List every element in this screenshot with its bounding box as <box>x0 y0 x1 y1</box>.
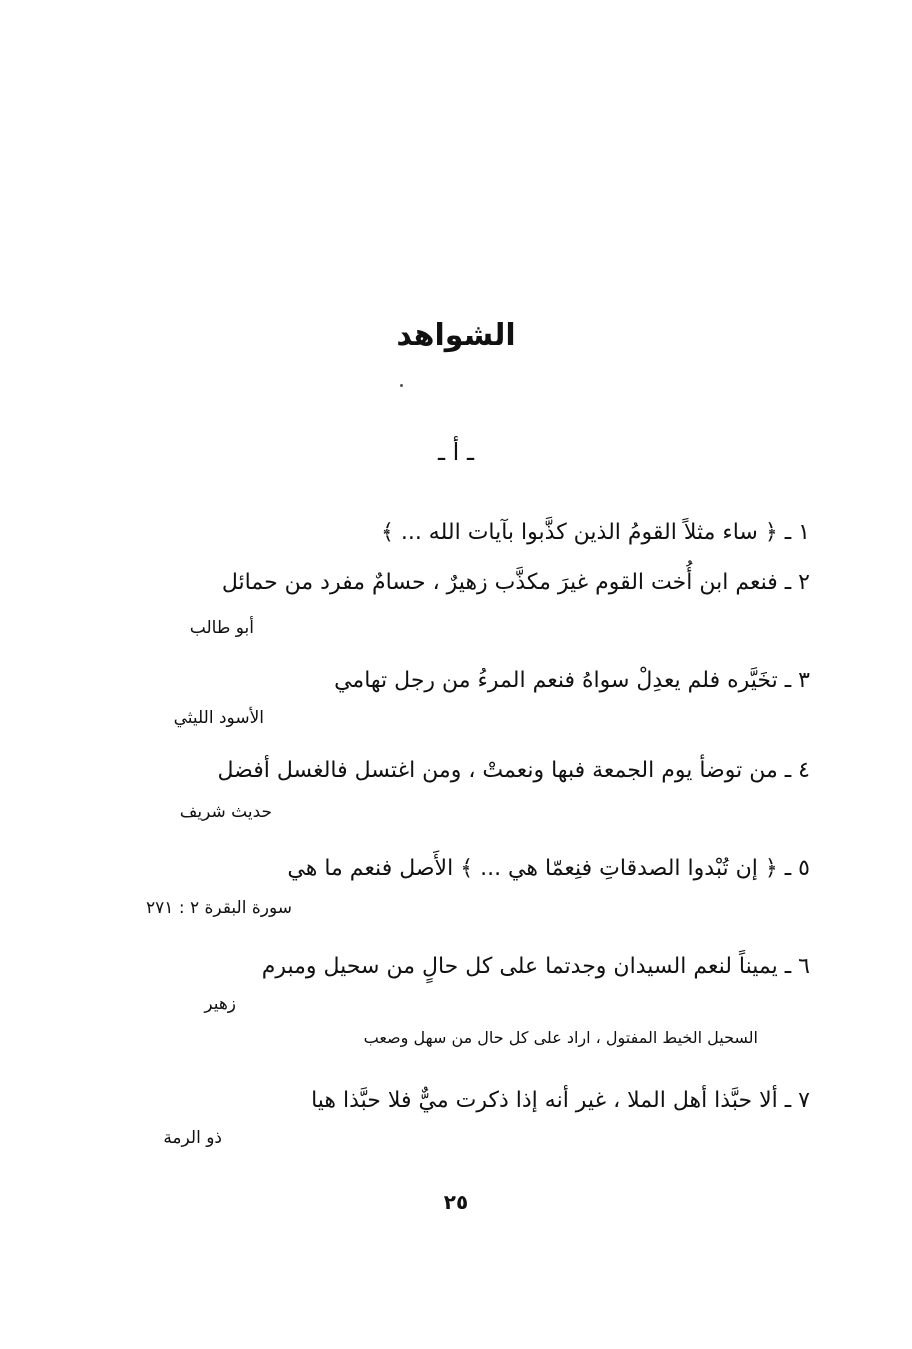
ink-speck <box>400 384 403 387</box>
entry-5-text: ٥ ـ ﴿ إن تُبْدوا الصدقاتِ فنِعمّا هي ... ﴾ الأَصل فنعم ما هي <box>287 856 810 881</box>
entry-5-source: سورة البقرة ٢ : ٢٧١ <box>146 898 292 918</box>
entry-6-note: السحيل الخيط المفتول ، اراد على كل حال من سهل وصعب <box>363 1028 758 1047</box>
entry-7-source: ذو الرمة <box>163 1128 222 1148</box>
entry-4-source: حديث شريف <box>179 802 272 822</box>
entry-6-text: ٦ ـ يميناً لنعم السيدان وجدتما على كل حالٍ من سحيل ومبرم <box>261 954 810 979</box>
entry-7-text: ٧ ـ ألا حبَّذا أهل الملا ، غير أنه إذا ذكرت ميٌّ فلا حبَّذا هيا <box>311 1088 810 1113</box>
entry-2-source: أبو طالب <box>189 618 254 638</box>
page-title: الشواهد <box>396 318 516 353</box>
entry-4-text: ٤ ـ من توضأ يوم الجمعة فبها ونعمتْ ، ومن اغتسل فالغسل أفضل <box>217 758 810 783</box>
entry-3-source: الأسود الليثي <box>173 708 264 728</box>
entry-6-source: زهير <box>204 994 236 1014</box>
entry-3-text: ٣ ـ تخَيَّره فلم يعدِلْ سواهُ فنعم المرءُ من رجل تهامي <box>334 668 810 693</box>
entry-2-text: ٢ ـ فنعم ابن أُخت القوم غيرَ مكذَّب زهيرٌ ، حسامٌ مفرد من حمائل <box>221 570 810 595</box>
entry-1-text: ١ ـ ﴿ ساء مثلاً القومُ الذين كذَّبوا بآيات الله ... ﴾ <box>380 520 810 545</box>
page-number: ٢٥ <box>443 1190 469 1214</box>
section-heading: ـ أ ـ <box>438 438 474 466</box>
